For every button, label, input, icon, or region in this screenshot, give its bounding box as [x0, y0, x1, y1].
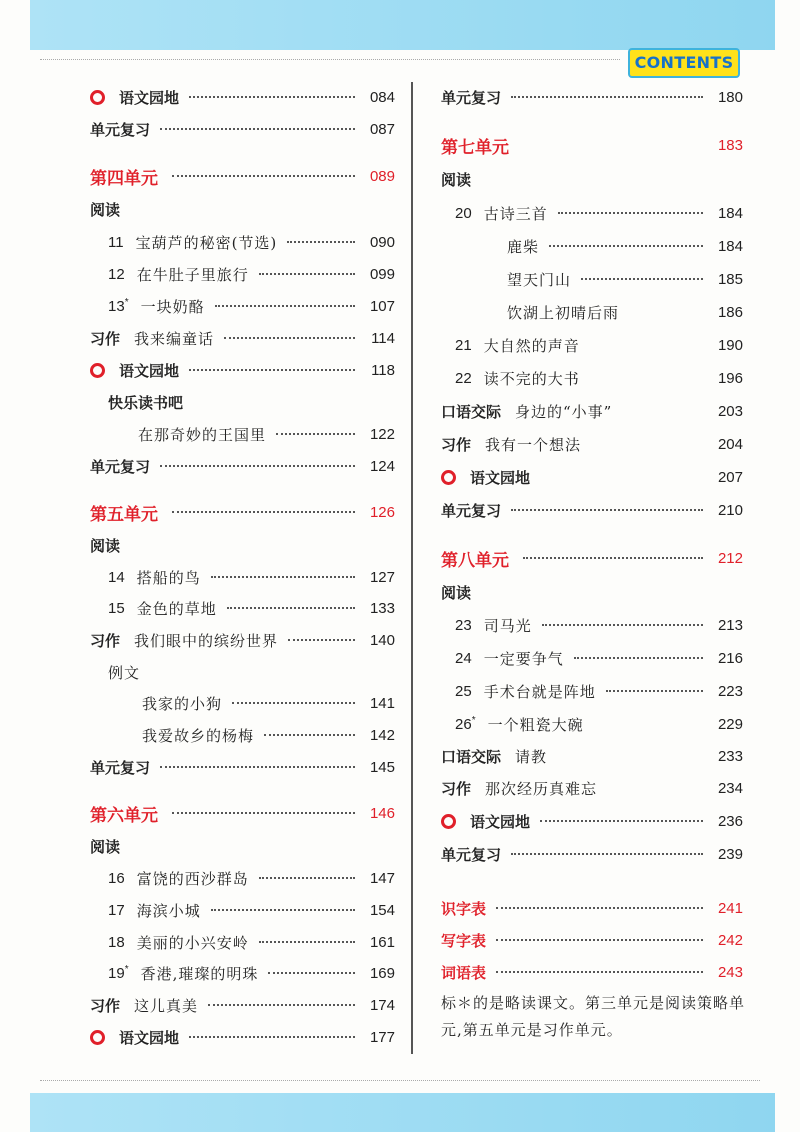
- bottom-dotted-rule: [40, 1080, 760, 1081]
- section-label: 快乐读书吧: [108, 393, 184, 412]
- lesson-row[interactable]: 12 在牛肚子里旅行 099: [108, 265, 395, 284]
- oral-row[interactable]: 口语交际 身边的“小事” 203: [441, 402, 743, 421]
- writing-row[interactable]: 习作 这儿真美 174: [90, 996, 395, 1015]
- writing-row[interactable]: 习作 那次经历真难忘 234: [441, 779, 743, 798]
- toc-row[interactable]: 单元复习 239: [441, 845, 743, 864]
- ring-icon: [441, 814, 456, 829]
- toc-row[interactable]: 语文园地 236: [441, 806, 743, 836]
- poem-row[interactable]: 望天门山 185: [507, 270, 743, 289]
- appendix-row[interactable]: 识字表 241: [441, 899, 743, 918]
- ring-icon: [90, 90, 105, 105]
- ring-icon: [90, 363, 105, 378]
- lesson-row[interactable]: 15 金色的草地 133: [108, 599, 395, 618]
- toc-row[interactable]: 语文园地 118: [90, 355, 395, 385]
- writing-row[interactable]: 习作 我来编童话 114: [90, 329, 395, 348]
- toc-row[interactable]: 单元复习 145: [90, 758, 395, 777]
- toc-row[interactable]: 单元复习 124: [90, 457, 395, 476]
- poem-row[interactable]: 鹿柴 184: [507, 237, 743, 256]
- lesson-row[interactable]: 21 大自然的声音 190: [455, 336, 743, 355]
- lesson-row[interactable]: 20 古诗三首 184: [455, 204, 743, 223]
- unit-heading[interactable]: 第八单元 212: [441, 549, 743, 571]
- toc-row[interactable]: 语文园地 177: [90, 1022, 395, 1052]
- lesson-row[interactable]: 11 宝葫芦的秘密(节选) 090: [108, 233, 395, 252]
- oral-row[interactable]: 口语交际 请教 233: [441, 747, 743, 766]
- writing-row[interactable]: 习作 我有一个想法 204: [441, 435, 743, 454]
- unit-heading[interactable]: 第五单元 126: [90, 503, 395, 525]
- lesson-row[interactable]: 18 美丽的小兴安岭 161: [108, 933, 395, 952]
- lesson-row[interactable]: 22 读不完的大书 196: [455, 369, 743, 388]
- section-label: 阅读: [441, 583, 472, 602]
- lesson-row[interactable]: 13* 一块奶酪 107: [108, 297, 395, 316]
- contents-badge: CONTENTS: [628, 48, 740, 78]
- section-label: 例文: [108, 663, 141, 682]
- toc-row[interactable]: 单元复习 180: [441, 88, 743, 107]
- bottom-band: [30, 1093, 775, 1132]
- footnote: 标＊的是略读课文。第三单元是阅读策略单元,第五单元是习作单元。: [441, 994, 746, 1039]
- toc-row[interactable]: 语文园地 084: [90, 82, 395, 112]
- toc-row[interactable]: 单元复习 087: [90, 120, 395, 139]
- lesson-row[interactable]: 23 司马光 213: [455, 616, 743, 635]
- top-band: [30, 0, 775, 50]
- column-divider: [411, 82, 413, 1054]
- toc-row[interactable]: 语文园地 207: [441, 462, 743, 492]
- appendix-row[interactable]: 词语表 243: [441, 963, 743, 982]
- writing-row[interactable]: 习作 我们眼中的缤纷世界 140: [90, 631, 395, 650]
- section-label: 阅读: [90, 837, 121, 856]
- section-label: 阅读: [90, 536, 121, 555]
- lesson-row[interactable]: 19* 香港,璀璨的明珠 169: [108, 964, 395, 983]
- section-label: 阅读: [90, 200, 121, 219]
- lesson-row[interactable]: 在那奇妙的王国里 122: [138, 425, 395, 444]
- unit-heading[interactable]: 第四单元 089: [90, 167, 395, 189]
- unit-heading[interactable]: 第六单元 146: [90, 804, 395, 826]
- section-label: 阅读: [441, 170, 472, 189]
- lesson-row[interactable]: 14 搭船的鸟 127: [108, 568, 395, 587]
- toc-row[interactable]: 单元复习 210: [441, 501, 743, 520]
- lesson-row[interactable]: 24 一定要争气 216: [455, 649, 743, 668]
- ring-icon: [441, 470, 456, 485]
- lesson-row[interactable]: 我家的小狗 141: [142, 694, 395, 713]
- appendix-row[interactable]: 写字表 242: [441, 931, 743, 950]
- poem-row[interactable]: 饮湖上初晴后雨 186: [507, 303, 743, 322]
- lesson-row[interactable]: 17 海滨小城 154: [108, 901, 395, 920]
- lesson-row[interactable]: 16 富饶的西沙群岛 147: [108, 869, 395, 888]
- lesson-row[interactable]: 我爱故乡的杨梅 142: [142, 726, 395, 745]
- lesson-row[interactable]: 26* 一个粗瓷大碗 229: [455, 715, 743, 734]
- ring-icon: [90, 1030, 105, 1045]
- unit-heading[interactable]: 第七单元 183: [441, 136, 743, 158]
- top-dotted-rule: [40, 59, 620, 60]
- lesson-row[interactable]: 25 手术台就是阵地 223: [455, 682, 743, 701]
